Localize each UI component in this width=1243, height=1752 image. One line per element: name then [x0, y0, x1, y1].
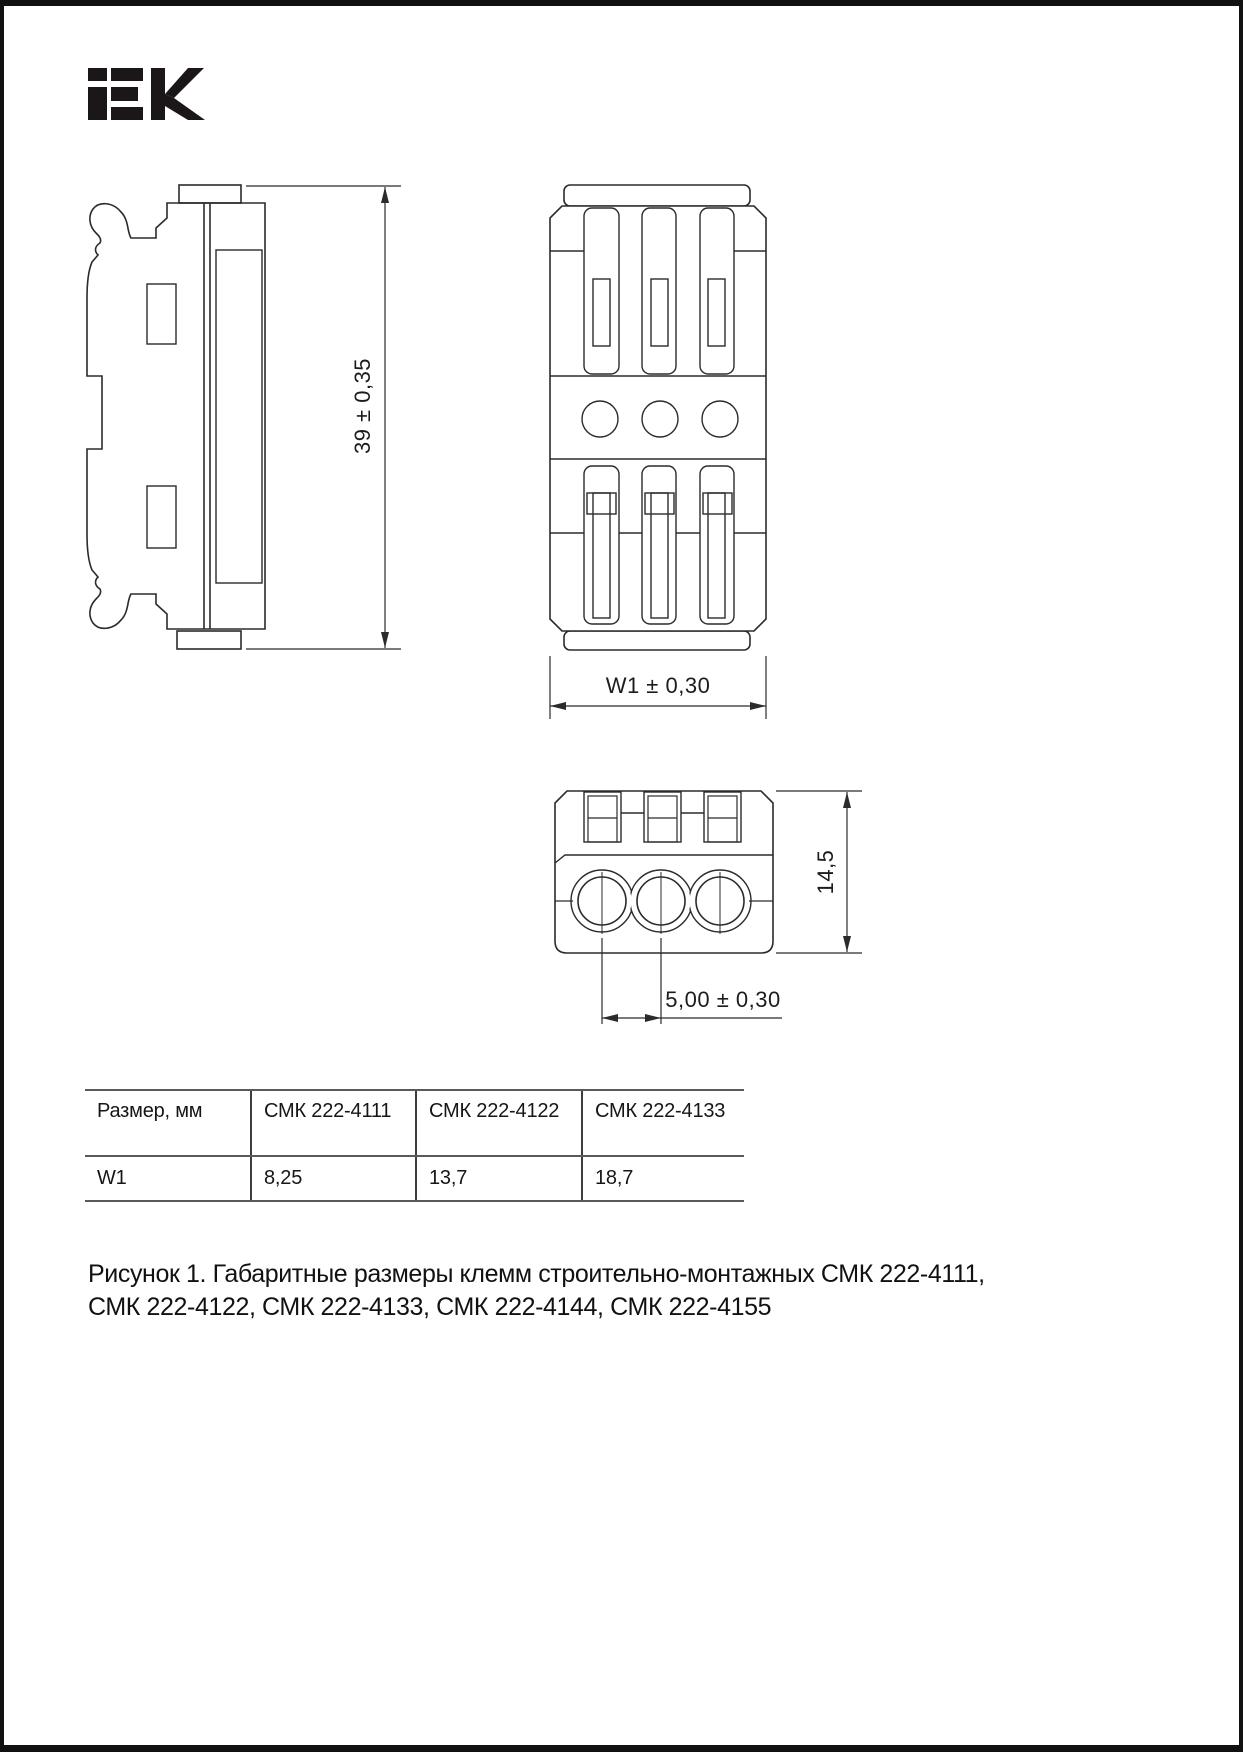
dimensions-table — [85, 1089, 744, 1202]
bottom-view-drawing — [555, 791, 773, 953]
table-cell-w1: W1 — [97, 1167, 127, 1189]
side-bottom-tab — [177, 631, 241, 649]
figure-caption-line1: Рисунок 1. Габаритные размеры клемм строительно-монтажных СМК 222-4111, — [88, 1260, 985, 1288]
bottom-divider — [555, 855, 773, 863]
logo-e-bottom — [111, 107, 143, 120]
front-view-drawing — [550, 185, 766, 650]
arrow-down — [381, 632, 389, 648]
dim-label-height: 39 ± 0,35 — [350, 357, 375, 455]
side-window-top — [147, 284, 176, 344]
dim-label-pitch: 5,00 ± 0,30 — [665, 987, 781, 1012]
bottom-square-1-inner — [588, 796, 617, 842]
arrow-right — [645, 1014, 661, 1022]
arrow-up — [843, 792, 851, 808]
iek-logo — [88, 68, 205, 120]
table-header-smk-4122: СМК 222-4122 — [415, 1091, 581, 1155]
dim-label-width: W1 ± 0,30 — [605, 673, 711, 698]
front-bottom-plate — [564, 631, 750, 650]
arrow-left — [602, 1014, 618, 1022]
side-window-bottom — [147, 486, 176, 548]
logo-e-top — [111, 68, 143, 81]
logo-k-lower-arm — [165, 94, 205, 120]
front-top-plate — [564, 185, 750, 206]
logo-i-dot — [88, 68, 107, 81]
table-header-smk-4133: СМК 222-4133 — [581, 1091, 744, 1155]
bottom-square-3-inner — [708, 796, 737, 842]
bottom-square-2-inner — [648, 796, 677, 842]
side-view-outline — [87, 203, 265, 629]
logo-k-upper-arm — [165, 68, 204, 98]
logo-k-stem — [151, 68, 165, 120]
figure-caption-line2: СМК 222-4122, СМК 222-4133, СМК 222-4144, СМК 222-4155 — [88, 1293, 772, 1321]
logo-i-stem — [88, 87, 107, 120]
side-top-tab — [179, 185, 241, 203]
side-inner-panel — [216, 250, 262, 583]
arrow-right — [750, 702, 766, 710]
bottom-square-3 — [704, 792, 741, 842]
figure-canvas — [4, 6, 1243, 1752]
table-header-smk-4111: СМК 222-4111 — [250, 1091, 415, 1155]
table-cell-w1-4133: 18,7 — [581, 1157, 744, 1200]
arrow-down — [843, 936, 851, 952]
dim-label-depth: 14,5 — [813, 849, 838, 895]
dimension-height — [246, 186, 401, 649]
bottom-square-1 — [584, 792, 621, 842]
figure-caption — [88, 1258, 1098, 1324]
bottom-square-2 — [644, 792, 681, 842]
table-header-size: Размер, мм — [97, 1100, 203, 1122]
arrow-left — [550, 702, 566, 710]
table-cell-w1-4122: 13,7 — [415, 1157, 581, 1200]
logo-e-mid — [111, 87, 138, 101]
side-view-drawing — [87, 185, 265, 649]
arrow-up — [381, 187, 389, 203]
table-row — [85, 1157, 744, 1200]
table-header-row — [85, 1091, 744, 1157]
table-cell-w1-4111: 8,25 — [250, 1157, 415, 1200]
